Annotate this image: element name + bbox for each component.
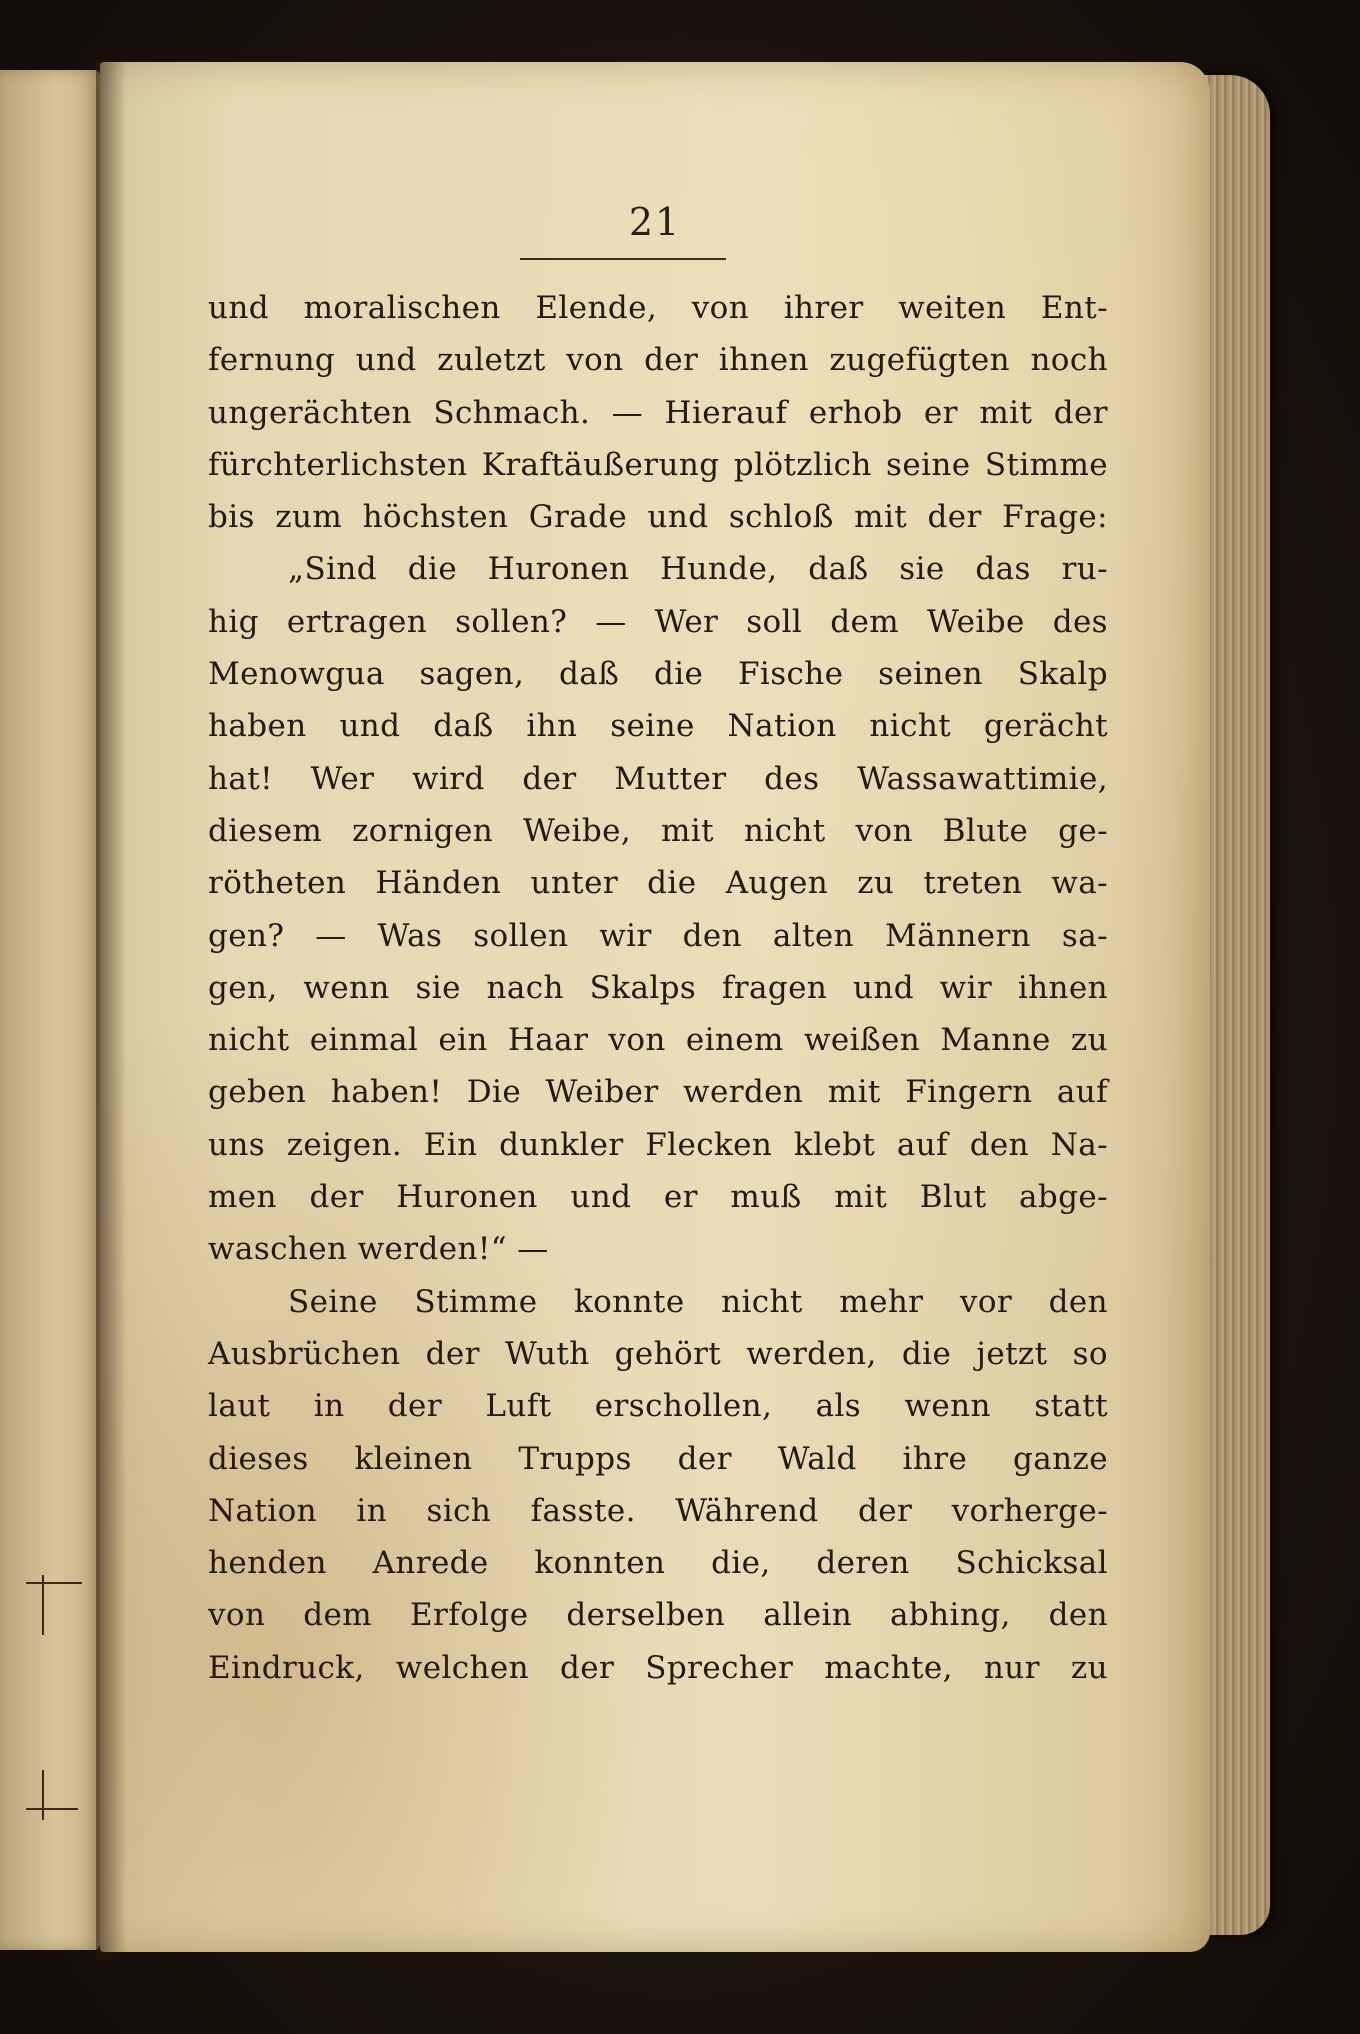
text-line: Seine Stimme konnte nicht mehr vor den: [288, 1283, 1108, 1320]
left-page-mark: [26, 1582, 82, 1584]
text-line: fürchterlichsten Kraftäußerung plötzlich seine Stimme: [208, 446, 1108, 483]
text-line: geben haben! Die Weiber werden mit Fingern auf: [208, 1074, 1108, 1111]
text-line: diesem zornigen Weibe, mit nicht von Blute ge-: [208, 812, 1108, 849]
page-number: 21: [628, 200, 682, 244]
left-page-mark: [26, 1808, 78, 1810]
body-text: [208, 282, 1108, 1694]
text-line: gen? — Was sollen wir den alten Männern sa-: [208, 917, 1108, 954]
text-line: men der Huronen und er muß mit Blut abge-: [208, 1179, 1108, 1216]
gutter-shadow: [96, 60, 126, 1960]
text-line: dieses kleinen Trupps der Wald ihre ganze: [208, 1440, 1108, 1477]
text-line: hat! Wer wird der Mutter des Wassawattimie,: [208, 760, 1108, 797]
text-line: nicht einmal ein Haar von einem weißen Manne zu: [208, 1022, 1108, 1059]
header-rule: [520, 258, 726, 260]
text-line: Eindruck, welchen der Sprecher machte, nur zu: [208, 1649, 1108, 1686]
text-line: von dem Erfolge derselben allein abhing, den: [208, 1597, 1108, 1634]
text-line: henden Anrede konnten die, deren Schicksal: [208, 1545, 1108, 1582]
text-line: ungerächten Schmach. — Hierauf erhob er mit der: [208, 394, 1108, 431]
text-line: „Sind die Huronen Hunde, daß sie das ru-: [288, 551, 1108, 588]
text-line: gen, wenn sie nach Skalps fragen und wir ihnen: [208, 969, 1108, 1006]
text-line: uns zeigen. Ein dunkler Flecken klebt auf den Na-: [208, 1126, 1108, 1163]
text-line: und moralischen Elende, von ihrer weiten Ent-: [208, 290, 1108, 326]
text-line: Menowgua sagen, daß die Fische seinen Skalp: [208, 656, 1108, 693]
text-line: bis zum höchsten Grade und schloß mit der Frage:: [208, 499, 1108, 536]
left-page-strip: [0, 70, 100, 1950]
text-line: waschen werden!“ —: [208, 1231, 549, 1268]
text-line: haben und daß ihn seine Nation nicht gerächt: [208, 708, 1108, 745]
text-line: hig ertragen sollen? — Wer soll dem Weibe des: [208, 603, 1108, 640]
text-line: Nation in sich fasste. Während der vorherge-: [208, 1492, 1108, 1529]
left-page-mark: [42, 1770, 44, 1820]
text-line: fernung und zuletzt von der ihnen zugefügten noch: [208, 342, 1108, 379]
text-line: rötheten Händen unter die Augen zu treten wa-: [208, 865, 1108, 902]
book-page: [100, 62, 1210, 1952]
left-page-mark: [42, 1575, 44, 1635]
text-line: laut in der Luft erschollen, als wenn statt: [208, 1388, 1108, 1425]
text-line: Ausbrüchen der Wuth gehört werden, die jetzt so: [208, 1335, 1108, 1372]
